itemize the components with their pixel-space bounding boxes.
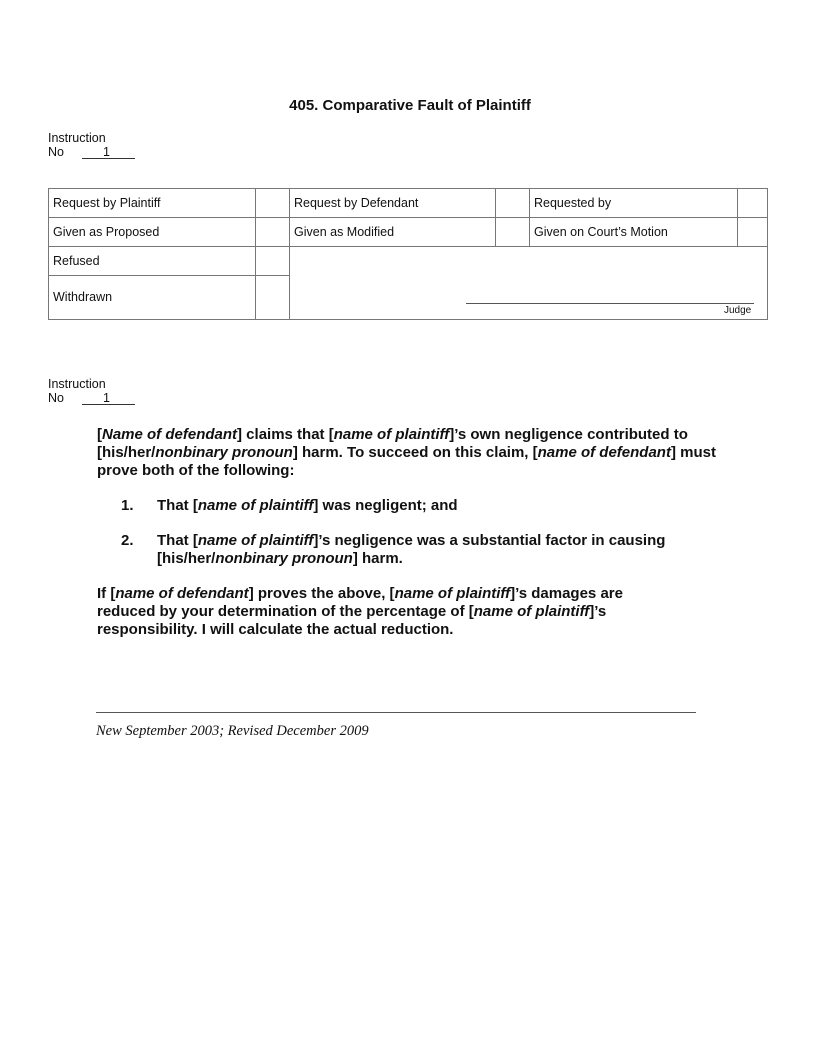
label-given-as-proposed: Given as Proposed (53, 225, 160, 239)
judge-signature-line[interactable] (466, 303, 754, 304)
checkbox-given-on-courts-motion[interactable] (738, 218, 767, 246)
instruction-number-block (48, 131, 135, 159)
instruction-number-block (48, 377, 135, 405)
label-request-by-defendant: Request by Defendant (294, 196, 419, 210)
instruction-paragraph: If [name of defendant] proves the above, [name of plaintiff]’s damages are reduced by your determination of the percentage of [name of plaintiff]’s responsibility. I will calculate the actual reduction. (97, 585, 623, 638)
label-withdrawn: Withdrawn (53, 290, 113, 304)
label-given-as-modified: Given as Modified (294, 225, 395, 239)
judge-label: Judge (724, 305, 752, 316)
checkbox-requested-by[interactable] (738, 189, 767, 217)
checkbox-given-as-proposed[interactable] (256, 218, 289, 246)
table-divider (48, 217, 768, 218)
table-divider (289, 188, 290, 320)
instruction-label: Instruction (48, 377, 106, 391)
checkbox-refused[interactable] (256, 247, 289, 275)
checkbox-given-as-modified[interactable] (496, 218, 529, 246)
history-note: New September 2003; Revised December 2009 (96, 723, 369, 739)
instruction-paragraph: [Name of defendant] claims that [name of plaintiff]’s own negligence contributed to [his/her/nonbinary pronoun] harm. To succeed on this claim, [name of defendant] must prove both of the following: (97, 426, 716, 479)
table-divider (48, 275, 289, 276)
table-divider (48, 246, 768, 247)
instruction-number-field[interactable]: 1 (82, 391, 135, 405)
checkbox-request-by-plaintiff[interactable] (256, 189, 289, 217)
instruction-number-field[interactable]: 1 (82, 145, 135, 159)
label-refused: Refused (53, 254, 100, 268)
no-label: No (48, 145, 64, 159)
label-given-on-courts-motion: Given on Court’s Motion (534, 225, 668, 239)
instruction-label: Instruction (48, 131, 106, 145)
checkbox-withdrawn[interactable] (256, 276, 289, 319)
label-requested-by: Requested by (534, 196, 612, 210)
label-request-by-plaintiff: Request by Plaintiff (53, 196, 161, 210)
no-label: No (48, 391, 64, 405)
checkbox-request-by-defendant[interactable] (496, 189, 529, 217)
section-divider (96, 712, 696, 713)
page-title: 405. Comparative Fault of Plaintiff (289, 97, 531, 114)
